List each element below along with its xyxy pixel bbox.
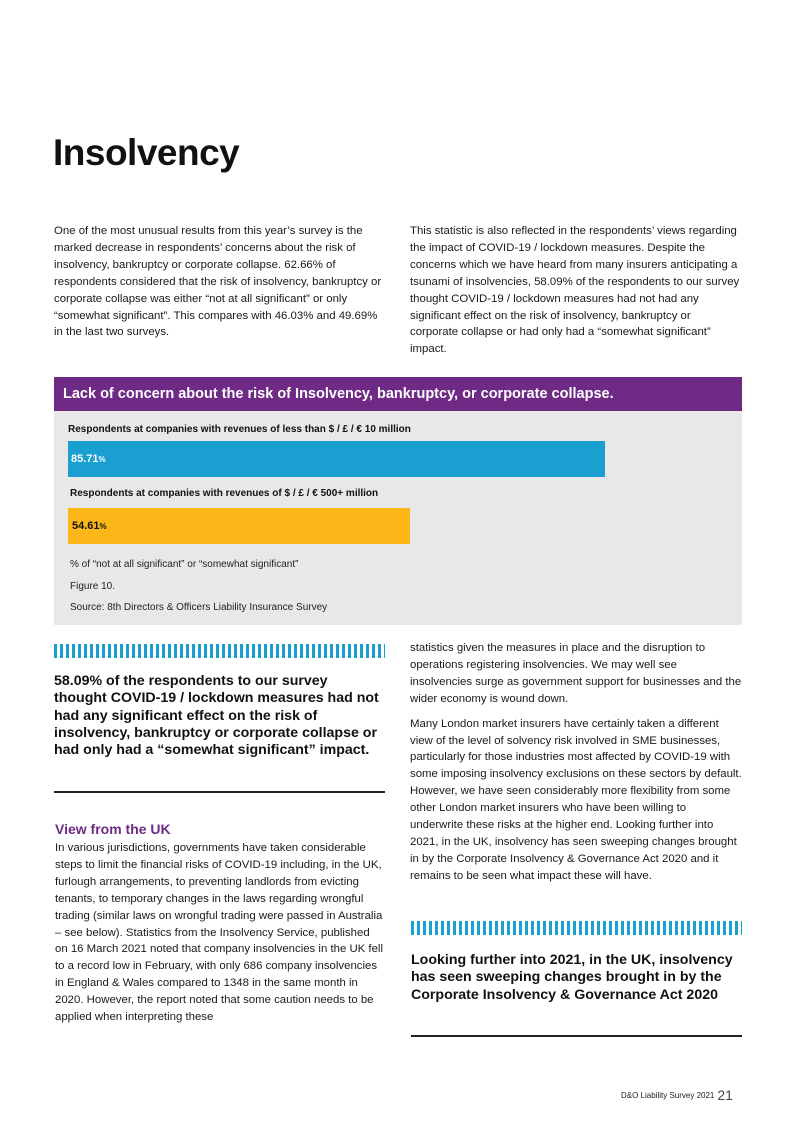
right-column-body (410, 640, 742, 893)
bar-value-small-revenue: 85.71% (71, 453, 106, 465)
pull-quote-rule (411, 1035, 742, 1037)
intro-left-column (54, 223, 384, 349)
uk-paragraph: In various jurisdictions, governments have taken considerable steps to limit the financial risks of COVID-19 including, in the UK, furlough arrangements, to preventing landlords from evicting tenants, to temporary changes in the laws regarding wrongful trading (similar laws on wrongful trading were passed in Australia – see below). Statistics from the Insolvency Service, published on 16 March 2021 noted that company insolvencies in the UK fell to a record low in February, with only 686 company insolvencies in England & Wales compared to 1348 in the same month in 2020. However, the report noted that some caution needs to be applied when interpreting these (55, 842, 383, 1024)
intro-right-column (410, 223, 740, 366)
bar-value-large-revenue: 54.61% (72, 520, 107, 532)
uk-section-body (55, 840, 385, 1034)
pull-quote-legislation: Looking further into 2021, in the UK, insolvency has seen sweeping changes brought in by the Corporate Insolvency & Governance Act 2020 (411, 952, 733, 1003)
chart-source: Source: 8th Directors & Officers Liability Insurance Survey (70, 602, 328, 613)
bar-small-revenue (68, 441, 605, 477)
category-label-large-revenue: Respondents at companies with revenues of $ / £ / € 500+ million (70, 488, 379, 499)
pull-quote-covid: 58.09% of the respondents to our survey thought COVID-19 / lockdown measures had not had any significant effect on the risk of insolvency, bankruptcy or corporate collapse or had only had a “somewhat significant” impact. (54, 673, 379, 759)
right-paragraph-2: Many London market insurers have certainly taken a different view of the level of solvency risk involved in SME businesses, particularly for those industries most affected by COVID-19 with some imposing insolvency exclusions on these sectors by default. However, we have seen considerably more flexibility from some other London market insurers who have been willing to underwrite these risks at the higher end. Looking further into 2021, in the UK, insolvency has seen sweeping changes brought in by the Corporate Insolvency & Governance Act 2020 and it remains to be seen what impact these will have. (410, 717, 742, 882)
figure-10-chart (54, 377, 742, 625)
chart-note: % of “not at all significant” or “somewhat significant” (70, 559, 299, 570)
pull-quote-rule (54, 791, 385, 793)
intro-right-paragraph: This statistic is also reflected in the respondents’ views regarding the impact of COVID-19 / lockdown measures. Despite the concerns which we have heard from many insurers anticipating a tsunami of insolvencies, 58.09% of the respondents to our survey thought COVID-19 / lockdown measures had not had any significant effect on the risk of insolvency, bankruptcy or corporate collapse or had only had a “somewhat significant” impact. (410, 225, 740, 356)
page-footer (621, 1087, 733, 1103)
category-label-small-revenue: Respondents at companies with revenues of less than $ / £ / € 10 million (68, 424, 411, 435)
intro-left-paragraph: One of the most unusual results from this year’s survey is the marked decrease in respondents’ concerns about the risk of insolvency, bankruptcy or corporate collapse. 62.66% of respondents considered that the risk of insolvency, bankruptcy or corporate collapse was either “not at all significant” or only “somewhat significant”. This compares with 46.03% and 49.69% in the last two surveys. (54, 225, 382, 339)
stripe-divider (54, 644, 385, 658)
right-paragraph-1: statistics given the measures in place and the disruption to operations registering insolvencies. We may well see insolvencies surge as government support for businesses and the wider economy is wound down. (410, 642, 742, 705)
page-number: 21 (717, 1087, 733, 1103)
bar-large-revenue (68, 508, 410, 544)
figure-label: Figure 10. (70, 581, 116, 592)
chart-title: Lack of concern about the risk of Insolvency, bankruptcy, or corporate collapse. (54, 377, 742, 411)
page-title: Insolvency (53, 132, 240, 173)
section-heading-uk: View from the UK (55, 821, 171, 837)
publication-name: D&O Liability Survey 2021 (621, 1091, 715, 1100)
stripe-divider (411, 921, 742, 935)
